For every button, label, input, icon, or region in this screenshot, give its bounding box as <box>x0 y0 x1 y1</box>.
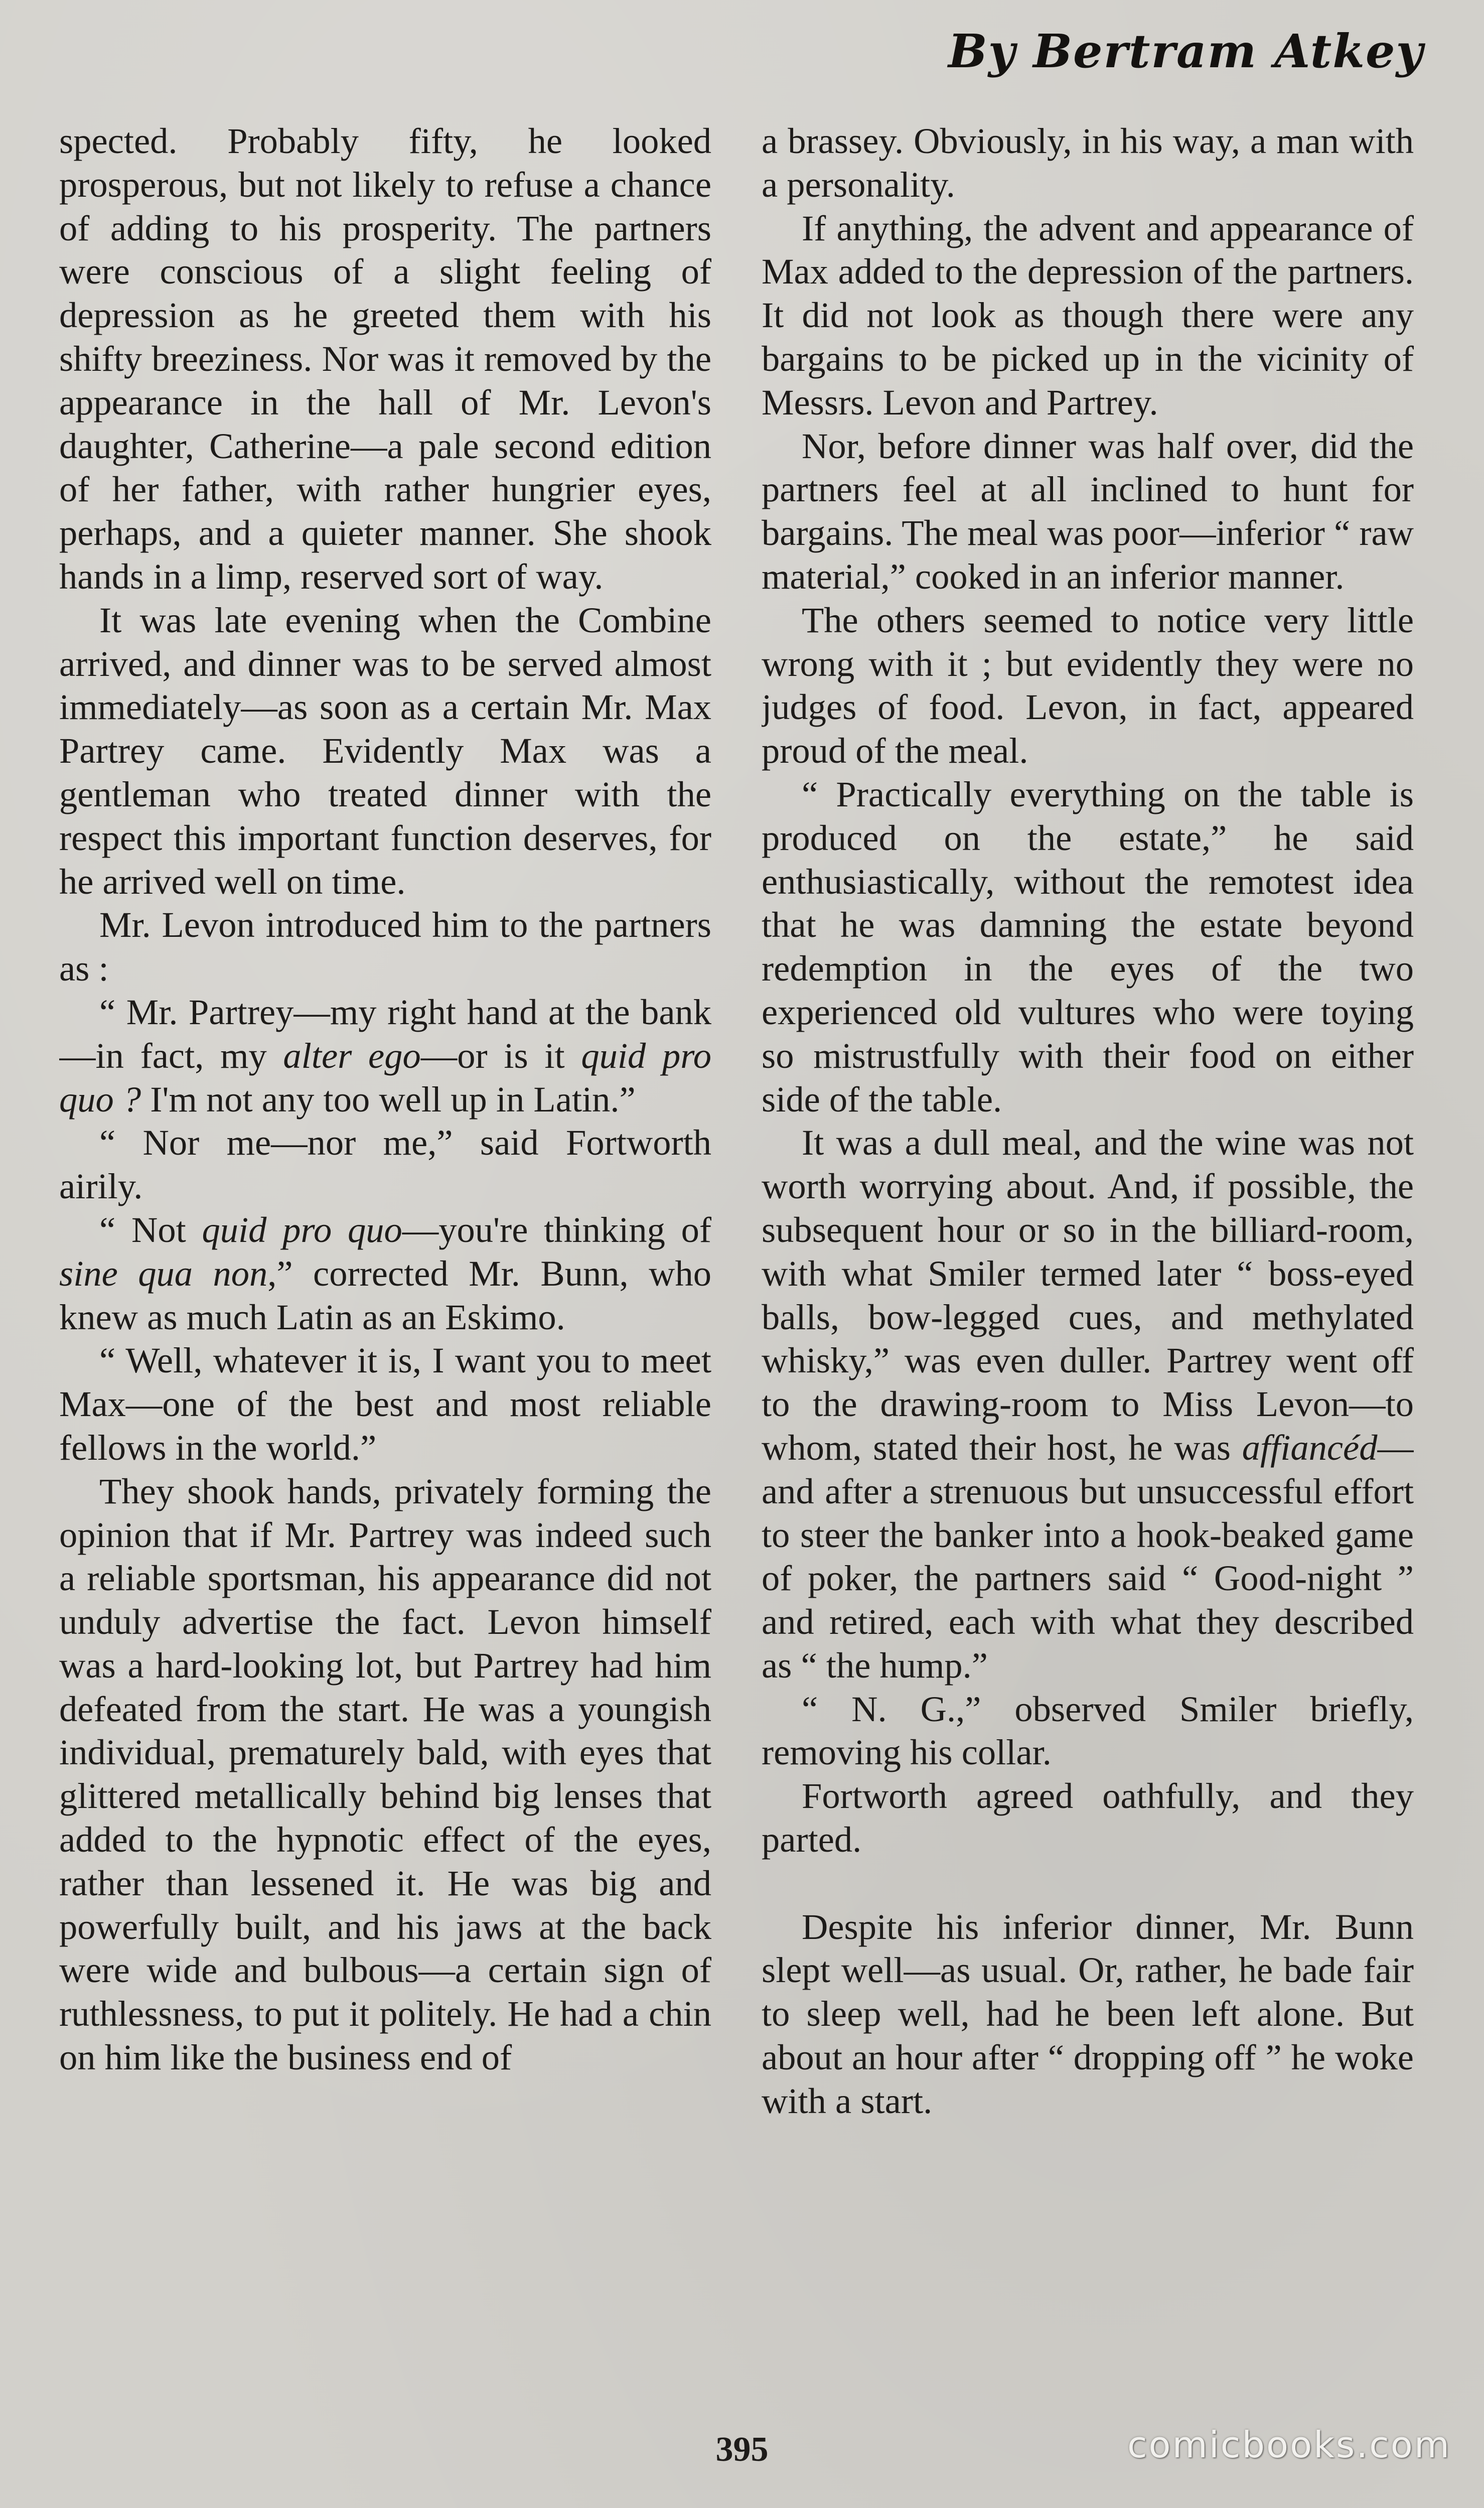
author-byline: By Bertram Atkey <box>948 24 1424 78</box>
body-paragraph <box>762 1774 1414 1862</box>
body-paragraph <box>59 991 711 1121</box>
paragraph-text: “ Not <box>99 1209 202 1250</box>
paragraph-text: “ N. G.,” observed Smiler briefly, removing his collar. <box>762 1688 1414 1773</box>
italic-phrase: quid pro quo ? <box>59 1035 711 1120</box>
paragraph-text: They shook hands, privately forming the opinion that if Mr. Partrey was indeed such a reliable sportsman, his appearance did not unduly advertise the fact. Levon himself was a hard-looking lot, but Partrey had him defeated from the start. He was a youngish individual, prematurely bald, with eyes that glittered metallically behind big lenses that added to the hypnotic effect of the eyes, rather than lessened it. He was big and powerfully built, and his jaws at the back were wide and bulbous—a certain sign of ruthlessness, to put it politely. He had a chin on him like the business end of <box>59 1470 711 2078</box>
paragraph-text: “ Mr. Partrey—my right hand at the bank—in fact, my <box>59 991 711 1076</box>
body-paragraph <box>762 599 1414 773</box>
body-paragraph <box>59 1208 711 1339</box>
paragraph-text: Despite his inferior dinner, Mr. Bunn slept well—as usual. Or, rather, he bade fair to sleep well, had he been left alone. But about an hour after “ dropping off ” he woke with a start. <box>762 1906 1414 2121</box>
italic-phrase: alter ego <box>283 1035 421 1076</box>
body-paragraph <box>59 903 711 991</box>
page-number: 395 <box>715 2430 769 2469</box>
body-paragraph <box>59 1470 711 2079</box>
left-text-column <box>59 119 711 2408</box>
body-paragraph <box>762 1121 1414 1687</box>
paragraph-text: The others seemed to notice very little wrong with it ; but evidently they were no judges of food. Levon, in fact, appeared proud of the meal. <box>762 599 1414 771</box>
paragraph-text: spected. Probably fifty, he looked prosperous, but not likely to refuse a chance of adding to his prosperity. The partners were conscious of a slight feeling of depression as he greeted them with his shifty breeziness. Nor was it removed by the appearance in the hall of Mr. Levon's daughter, Catherine—a pale second edition of her father, with rather hungrier eyes, perhaps, and a quieter manner. She shook hands in a limp, reserved sort of way. <box>59 120 711 597</box>
paragraph-text: If anything, the advent and appearance of Max added to the depression of the partners. It did not look as though there were any bargains to be picked up in the vicinity of Messrs. Levon and Partrey. <box>762 207 1414 423</box>
body-paragraph <box>762 1905 1414 2123</box>
italic-phrase: affiancéd <box>1242 1427 1378 1468</box>
italic-phrase: quid pro quo <box>202 1209 402 1250</box>
paragraph-text: Nor, before dinner was half over, did the partners feel at all inclined to hunt for bargains. The meal was poor—inferior “ raw material,” cooked in an inferior manner. <box>762 425 1414 597</box>
paragraph-text: ,” corrected Mr. Bunn, who knew as much Latin as an Eskimo. <box>59 1252 711 1337</box>
body-paragraph <box>59 1121 711 1208</box>
body-paragraph <box>762 1688 1414 1775</box>
body-paragraph <box>59 119 711 599</box>
body-paragraph <box>762 119 1414 207</box>
paragraph-text: “ Practically everything on the table is produced on the estate,” he said enthusiastically, without the remotest idea that he was damning the estate beyond redemption in the eyes of the two experienced old vultures who were toying so mistrustfully with their food on either side of the table. <box>762 773 1414 1120</box>
site-watermark: comicbooks.com <box>1127 2424 1451 2466</box>
paragraph-text: Mr. Levon introduced him to the partners as : <box>59 904 711 989</box>
paragraph-text: It was late evening when the Combine arrived, and dinner was to be served almost immediately—as soon as a certain Mr. Max Partrey came. Evidently Max was a gentleman who treated dinner with the respect this important function deserves, for he arrived well on time. <box>59 599 711 902</box>
body-paragraph <box>59 1339 711 1469</box>
body-paragraph <box>762 773 1414 1121</box>
paragraph-text: “ Well, whatever it is, I want you to meet Max—one of the best and most reliable fellows in the world.” <box>59 1340 711 1468</box>
paragraph-text: a brassey. Obviously, in his way, a man with a personality. <box>762 120 1414 205</box>
paragraph-text: —or is it <box>420 1035 581 1076</box>
paragraph-text: —you're thinking of <box>402 1209 711 1250</box>
body-paragraph <box>762 425 1414 599</box>
right-text-column <box>762 119 1414 2408</box>
paragraph-text: “ Nor me—nor me,” said Fortworth airily. <box>59 1122 711 1207</box>
body-paragraph <box>59 599 711 904</box>
paragraph-text: It was a dull meal, and the wine was not worth worrying about. And, if possible, the subsequent hour or so in the billiard-room, with what Smiler termed later “ boss-eyed balls, bow-legged cues, and methylated whisky,” was even duller. Partrey went off to the drawing-room to Miss Levon—to whom, stated their host, he was <box>762 1122 1414 1468</box>
body-paragraph <box>762 207 1414 425</box>
paragraph-text: I'm not any too well up in Latin.” <box>141 1078 636 1120</box>
paragraph-text: —and after a strenuous but unsuccessful effort to steer the banker into a hook-beaked game of poker, the partners said “ Good-night ” and retired, each with what they described as “ the hump.” <box>762 1427 1414 1686</box>
italic-phrase: sine qua non <box>59 1252 268 1294</box>
paragraph-text: Fortworth agreed oathfully, and they parted. <box>762 1775 1414 1860</box>
